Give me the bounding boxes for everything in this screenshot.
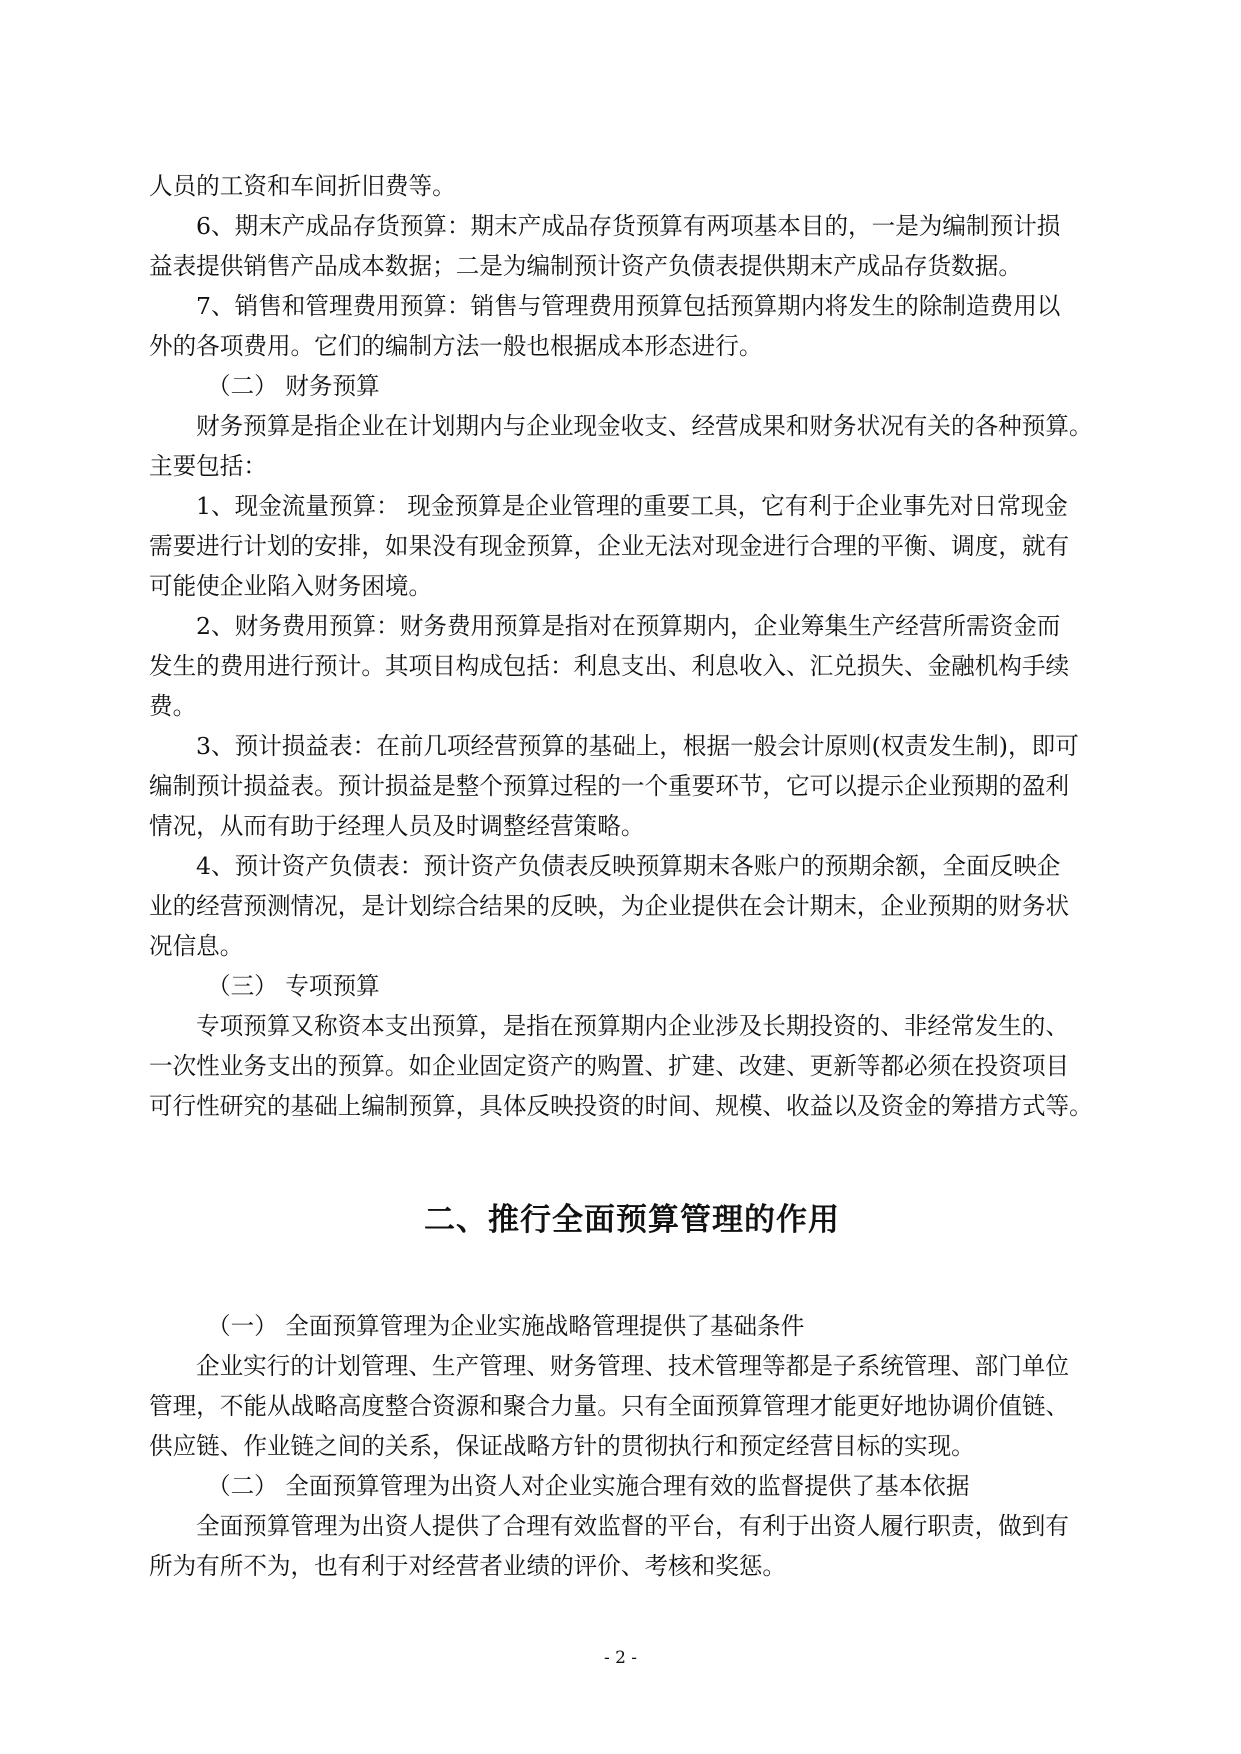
section-title: 二、推行全面预算管理的作用	[424, 1201, 840, 1238]
body-line: 可能使企业陷入财务困境。	[149, 572, 433, 600]
body-line: 发生的费用进行预计。其项目构成包括：利息支出、利息收入、汇兑损失、金融机构手续	[149, 652, 1070, 680]
body-line: 3、预计损益表：在前几项经营预算的基础上，根据一般会计原则(权责发生制)，即可	[196, 732, 1079, 760]
body-line: 益表提供销售产品成本数据；二是为编制预计资产负债表提供期末产成品存货数据。	[149, 252, 1022, 280]
section-title-block	[149, 1126, 1115, 1306]
subsection-heading: （三） 专项预算	[207, 972, 380, 1000]
body-line: 况信息。	[149, 932, 244, 960]
subsection-heading: （二） 财务预算	[207, 372, 380, 400]
page-number: - 2 -	[603, 1648, 638, 1668]
body-line: 财务预算是指企业在计划期内与企业现金收支、经营成果和财务状况有关的各种预算。	[196, 412, 1093, 440]
body-line: 全面预算管理为出资人提供了合理有效监督的平台，有利于出资人履行职责，做到有	[196, 1512, 1069, 1540]
body-line: 编制预计损益表。预计损益是整个预算过程的一个重要环节，它可以提示企业预期的盈利	[149, 772, 1070, 800]
body-line: 业的经营预测情况，是计划综合结果的反映，为企业提供在会计期末，企业预期的财务状	[149, 892, 1070, 920]
body-line: 专项预算又称资本支出预算，是指在预算期内企业涉及长期投资的、非经常发生的、	[196, 1012, 1069, 1040]
body-line: 一次性业务支出的预算。如企业固定资产的购置、扩建、改建、更新等都必须在投资项目	[149, 1052, 1070, 1080]
body-line: 2、财务费用预算：财务费用预算是指对在预算期内，企业筹集生产经营所需资金而	[196, 612, 1061, 640]
body-line: 6、期末产成品存货预算：期末产成品存货预算有两项基本目的，一是为编制预计损	[196, 212, 1061, 240]
body-line: 4、预计资产负债表：预计资产负债表反映预算期末各账户的预期余额，全面反映企	[196, 852, 1061, 880]
document-page	[149, 166, 1115, 1586]
body-line: 情况，从而有助于经理人员及时调整经营策略。	[149, 812, 645, 840]
body-line: 管理，不能从战略高度整合资源和聚合力量。只有全面预算管理才能更好地协调价值链、	[149, 1392, 1070, 1420]
body-line: 可行性研究的基础上编制预算，具体反映投资的时间、规模、收益以及资金的筹措方式等。	[149, 1092, 1093, 1120]
body-line: 所为有所不为，也有利于对经营者业绩的评价、考核和奖惩。	[149, 1552, 787, 1580]
body-line: 费。	[149, 692, 197, 720]
body-line: 7、销售和管理费用预算：销售与管理费用预算包括预算期内将发生的除制造费用以	[196, 292, 1061, 320]
body-line: 需要进行计划的安排，如果没有现金预算，企业无法对现金进行合理的平衡、调度，就有	[149, 532, 1070, 560]
body-line: 人员的工资和车间折旧费等。	[149, 172, 456, 200]
body-line: 企业实行的计划管理、生产管理、财务管理、技术管理等都是子系统管理、部门单位	[196, 1352, 1069, 1380]
body-line: 供应链、作业链之间的关系，保证战略方针的贯彻执行和预定经营目标的实现。	[149, 1432, 975, 1460]
subsection-heading: （二） 全面预算管理为出资人对企业实施合理有效的监督提供了基本依据	[207, 1472, 970, 1500]
body-line: 主要包括：	[149, 452, 267, 480]
body-line: 1、现金流量预算： 现金预算是企业管理的重要工具，它有利于企业事先对日常现金	[196, 492, 1068, 520]
body-line: 外的各项费用。它们的编制方法一般也根据成本形态进行。	[149, 332, 763, 360]
subsection-heading: （一） 全面预算管理为企业实施战略管理提供了基础条件	[207, 1312, 805, 1340]
